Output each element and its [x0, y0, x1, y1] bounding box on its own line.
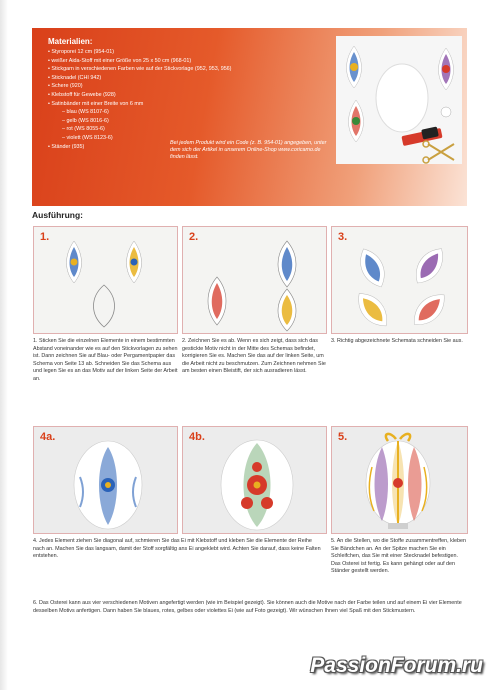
step-4b-photo — [182, 426, 327, 534]
step-4a-photo — [33, 426, 178, 534]
watermark: PassionForum.ru — [310, 654, 483, 677]
material-item: • Ständer (935) — [48, 143, 348, 152]
material-item: • weißer Aida-Stoff mit einer Größe von 25 x 50 cm (968-01) — [48, 57, 348, 66]
product-code-note: Bei jedem Produkt wird ein Code (z. B. 954-01) angegeben, unter dem sich der Artikel in unserem Online-Shop www.coricamo.de finden lässt. — [170, 140, 327, 161]
step-4-text: 4. Jedes Element ziehen Sie diagonal auf, schmieren Sie das Ei mit Klebstoff und kleben Sie die Elemente der Reihe nach an. Machen Sie das langsam, damit der Stoff sorgfältig ans Ei angeklebt wird. Achten Sie darauf, dass keine Falten entstehen. — [33, 538, 321, 560]
material-item: • Sticknadel (CHI 942) — [48, 74, 348, 83]
traced-elements-illustration — [183, 227, 326, 333]
step-5-text: 5. An die Stellen, wo die Stoffe zusammentreffen, kleben Sie Bändchen an. An der Spitze machen Sie ein Schleifchen, das Sie mit einer Stecknadel befestigen. Das Osterei ist fertig. Es kann gehängt oder auf den Ständer gestellt werden. — [331, 538, 466, 575]
step-number: 3. — [338, 231, 348, 243]
step-3-text: 3. Richtig abgezeichnete Schemata schneiden Sie aus. — [331, 338, 463, 344]
finished-egg-illustration — [332, 427, 467, 533]
materials-box — [32, 28, 467, 206]
step-2-photo — [182, 226, 327, 334]
materials-photo — [336, 36, 462, 164]
step-number: 2. — [189, 231, 199, 243]
step-5-photo — [331, 426, 468, 534]
material-subitem: – rot (WS 8055-6) — [48, 125, 348, 134]
egg-blue-illustration — [34, 427, 177, 533]
material-subitem: – gelb (WS 8016-6) — [48, 117, 348, 126]
materials-title: Materialien: — [48, 37, 93, 46]
cut-elements-illustration — [332, 227, 467, 333]
material-subitem: – violett (WS 8123-6) — [48, 134, 348, 143]
step-2-text: 2. Zeichnen Sie es ab. Wenn es sich zeigt, dass sich das gestickte Motiv nicht in der Mitte des Schemas befindet, korrigieren Sie es. Machen Sie das auf der linken Seite, um die Arbeit nicht zu beschmutzen. Zum Zeichnen nehmen Sie am besten einen Bleistift, der sich ausradieren lässt. — [182, 338, 326, 375]
materials-list — [48, 48, 348, 151]
material-item: • Schere (920) — [48, 82, 348, 91]
section-title: Ausführung: — [32, 210, 83, 220]
material-subitem: – blau (WS 8107-6) — [48, 108, 348, 117]
material-item: • Styroporei 12 cm (954-01) — [48, 48, 348, 57]
step-3-photo — [331, 226, 468, 334]
step-1-text: 1. Sticken Sie die einzelnen Elemente in einem bestimmten Abstand voneinander wie es auf den Stickvorlagen zu sehen ist. Dann zeichnen Sie auf Blau- oder Pergamentpapier das Schema von Seite 13 ab. Schneiden Sie das Schema aus und legen Sie es an das Motiv auf der linken Seite der Arbeit an. — [33, 338, 178, 382]
step-number: 1. — [40, 231, 50, 243]
material-item: • Stickgarn in verschiedenen Farben wie auf der Stickvorlage (952, 953, 956) — [48, 65, 348, 74]
page-edge — [0, 0, 8, 690]
material-item: • Satinbänder mit einer Breite von 6 mm — [48, 100, 348, 109]
material-item: • Klebstoff für Gewebe (928) — [48, 91, 348, 100]
step-number: 5. — [338, 431, 348, 443]
step-number: 4a. — [40, 431, 56, 443]
step-6-text: 6. Das Osterei kann aus vier verschiedenen Motiven angefertigt werden (wie im Beispiel gezeigt). Sie können auch die Motive nach der Farbe teilen und auf einem Ei vier Elemente desselben Motivs anfertigen. Dann haben Sie blaues, rotes, gelbes oder violettes Ei (wie auf Foto gezeigt). Wir wünschen Ihnen viel Spaß mit den Stickmustern. — [33, 600, 462, 614]
step-1-photo — [33, 226, 178, 334]
embroidered-elements-illustration — [34, 227, 177, 333]
step-number: 4b. — [189, 431, 205, 443]
